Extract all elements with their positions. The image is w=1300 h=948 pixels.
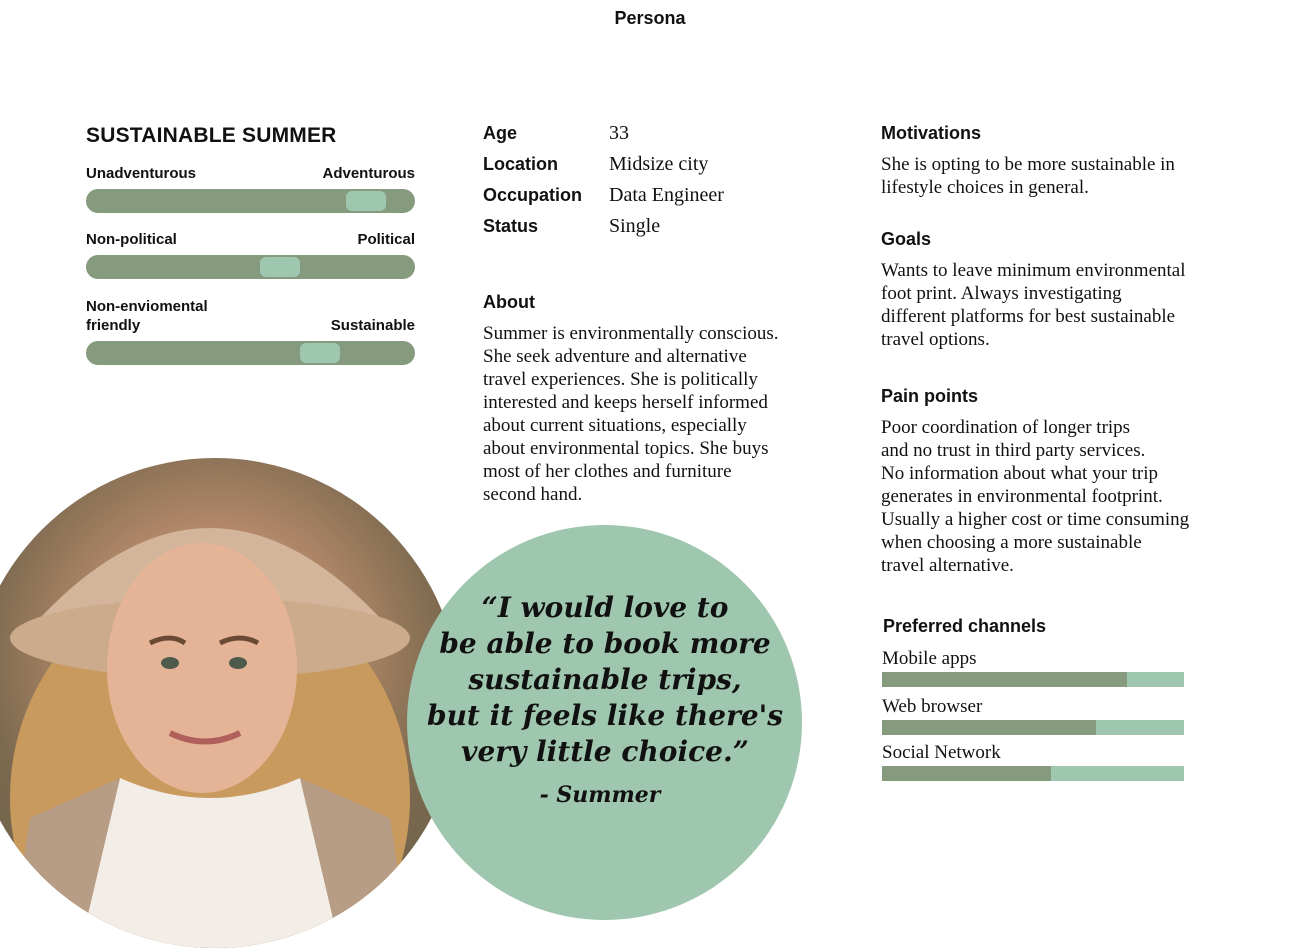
scale-left-label: Non-enviomental friendly <box>86 298 208 334</box>
info-table <box>483 122 724 246</box>
channel-bar <box>882 720 1184 735</box>
motivations-text: She is opting to be more sustainable in lifestyle choices in general. <box>881 154 1175 198</box>
channel-item-mobile-apps <box>882 648 1184 687</box>
info-key: Status <box>483 216 539 236</box>
portrait-illustration <box>0 458 460 948</box>
info-value: Midsize city <box>609 153 709 175</box>
scale-left-label: Non-political <box>86 231 177 248</box>
persona-name: SUSTAINABLE SUMMER <box>86 124 337 147</box>
channel-item-social-network <box>882 742 1184 781</box>
scale-adventurous <box>86 164 415 213</box>
info-value: Single <box>609 215 661 237</box>
info-key: Location <box>483 154 558 174</box>
pain-points-text: Poor coordination of longer trips and no trust in third party services. No information about what your trip generates in environmental footprint. Usually a higher cost or time consuming when choosing a more sustainable travel alternative. <box>881 417 1190 576</box>
scale-thumb <box>346 191 386 211</box>
channel-item-web-browser <box>882 696 1184 735</box>
scale-political <box>86 230 415 279</box>
pain-points-heading: Pain points <box>881 386 979 406</box>
scale-thumb <box>300 343 340 363</box>
channel-bar <box>882 672 1184 687</box>
about-text: Summer is environmentally conscious. She seek adventure and alternative travel experiences. She is politically interested and keeps herself informed about current situations, especially about environmental topics. She buys most of her clothes and furniture second hand. <box>483 323 779 505</box>
quote-text: “I would love to be able to book more sustainable trips, but it feels like there's very little choice.” <box>426 591 783 768</box>
info-row-status <box>483 215 724 246</box>
scale-right-label: Political <box>357 231 415 248</box>
about-heading: About <box>483 292 535 312</box>
info-row-occupation <box>483 184 724 215</box>
goals-heading: Goals <box>881 229 932 249</box>
channel-name: Web browser <box>882 696 983 717</box>
persona-photo <box>0 458 460 948</box>
info-row-location <box>483 153 724 184</box>
scale-track <box>86 189 415 213</box>
scale-thumb <box>260 257 300 277</box>
scale-left-label: Unadventurous <box>86 165 197 182</box>
info-value: Data Engineer <box>609 184 724 206</box>
quote-author: - Summer <box>539 782 661 808</box>
info-value: 33 <box>609 122 629 144</box>
info-row-age <box>483 122 724 153</box>
channel-bar <box>882 766 1184 781</box>
scale-track <box>86 341 415 365</box>
page-title: Persona <box>614 8 686 28</box>
scale-right-label: Sustainable <box>330 317 415 334</box>
motivations-heading: Motivations <box>881 123 982 143</box>
scale-sustainable <box>86 297 415 365</box>
channel-name: Mobile apps <box>882 648 977 669</box>
scale-track <box>86 255 415 279</box>
channels-heading: Preferred channels <box>883 616 1047 636</box>
info-key: Occupation <box>483 185 583 205</box>
channel-bar-fill <box>882 720 1096 735</box>
goals-text: Wants to leave minimum environmental foot print. Always investigating different platforms for best sustainable travel options. <box>881 260 1186 350</box>
info-key: Age <box>483 123 518 143</box>
scale-right-label: Adventurous <box>322 165 415 182</box>
channel-bar-fill <box>882 672 1127 687</box>
channel-name: Social Network <box>882 742 1001 763</box>
channel-bar-fill <box>882 766 1051 781</box>
